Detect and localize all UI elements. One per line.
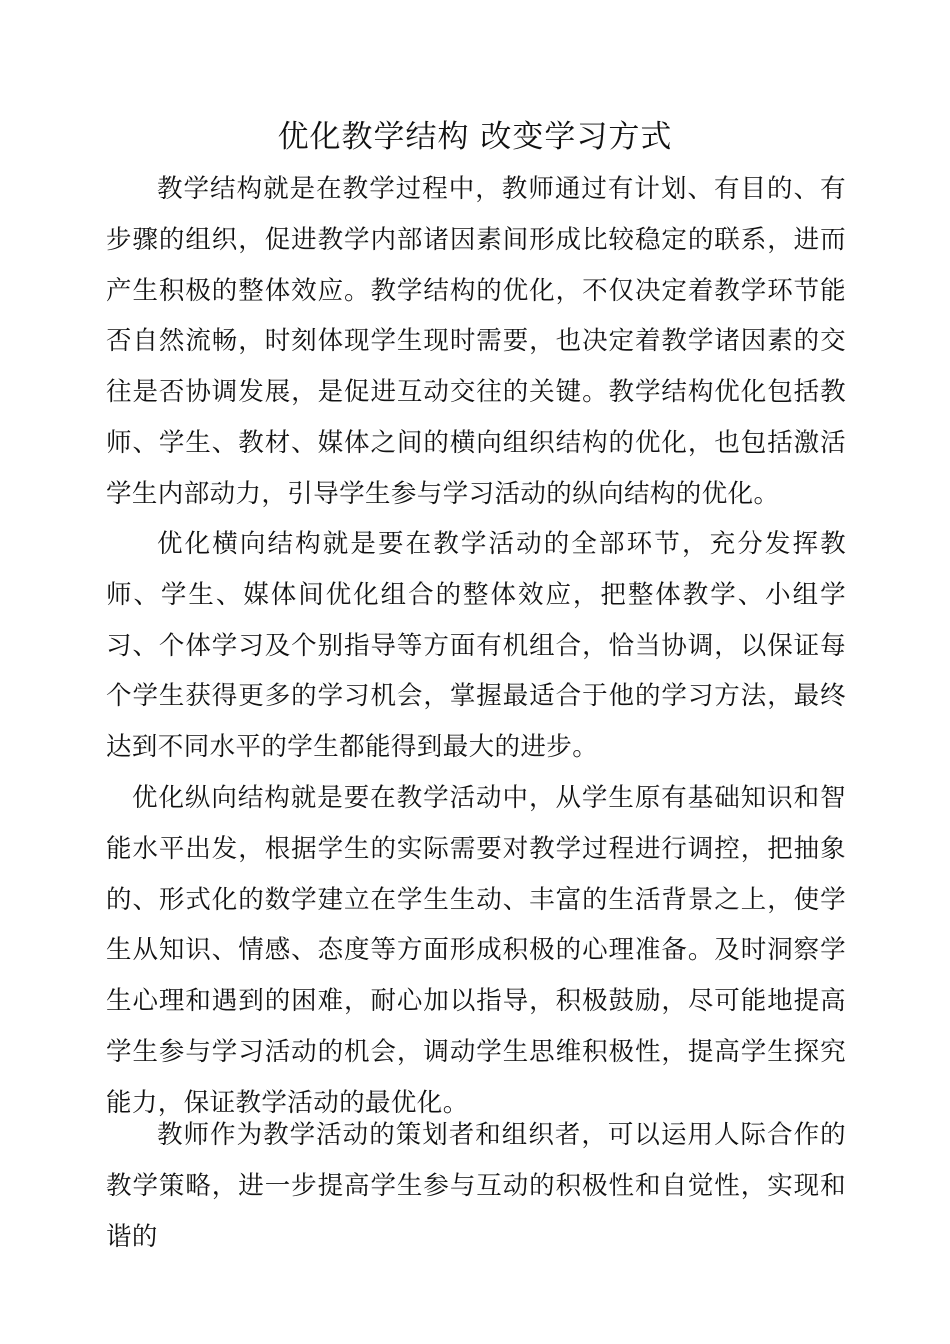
paragraph-2: 优化横向结构就是要在教学活动的全部环节，充分发挥教师、学生、媒体间优化组合的整体效应，把整体教学、小组学习、个体学习及个别指导等方面有机组合，恰当协调，以保证每个学生获得更多的学习机会，掌握最适合于他的学习方法，最终达到不同水平的学生都能得到最大的进步。	[106, 529, 846, 763]
paragraph-3: 优化纵向结构就是要在教学活动中，从学生原有基础知识和智能水平出发，根据学生的实际需要对教学过程进行调控，把抽象的、形式化的数学建立在学生生动、丰富的生活背景之上，使学生从知识、情感、态度等方面形成积极的心理准备。及时洞察学生心理和遇到的困难，耐心加以指导，积极鼓励，尽可能地提高学生参与学习活动的机会，调动学生思维积极性，提高学生探究能力，保证教学活动的最优化。	[106, 783, 846, 1118]
paragraph-1: 教学结构就是在教学过程中，教师通过有计划、有目的、有步骤的组织，促进教学内部诸因素间形成比较稳定的联系，进而产生积极的整体效应。教学结构的优化，不仅决定着教学环节能否自然流畅，时刻体现学生现时需要，也决定着教学诸因素的交往是否协调发展，是促进互动交往的关键。教学结构优化包括教师、学生、教材、媒体之间的横向组织结构的优化，也包括激活学生内部动力，引导学生参与学习活动的纵向结构的优化。	[106, 174, 846, 509]
document-title: 优化教学结构 改变学习方式	[277, 119, 673, 155]
paragraph-4: 教师作为教学活动的策划者和组织者，可以运用人际合作的教学策略，进一步提高学生参与互动的积极性和自觉性，实现和谐的	[106, 1120, 846, 1252]
